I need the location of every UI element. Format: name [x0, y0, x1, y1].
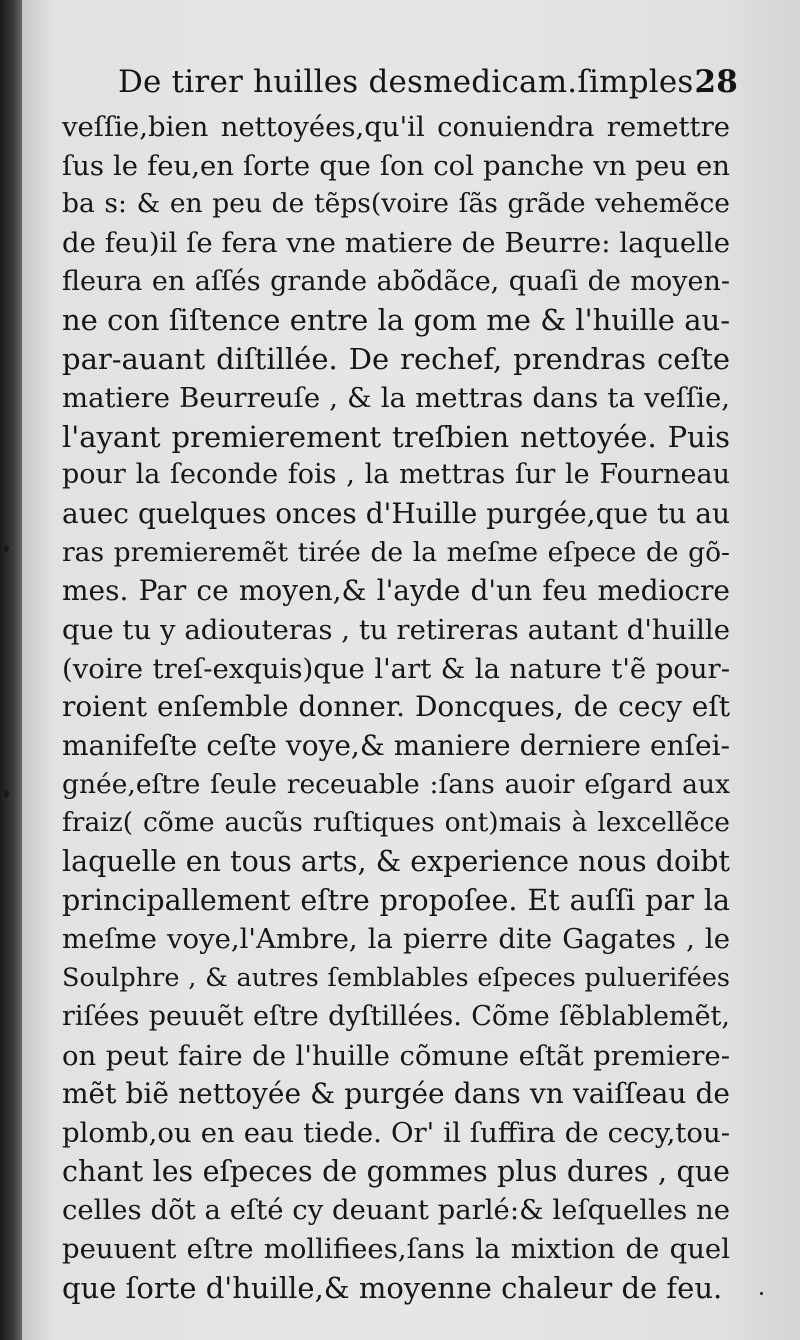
- text-line: veſſie,bien nettoyées,qu'il conuiendra remettre: [62, 111, 730, 143]
- text-line: mẽt biẽ nettoyée & purgée dans vn vaiſſeau de: [62, 1077, 730, 1111]
- text-line: que ſorte d'huille,& moyenne chaleur de feu.: [62, 1270, 723, 1305]
- text-line: ſus le feu,en ſorte que ſon col panche vn peu en: [62, 149, 730, 182]
- text-line: principallement eſtre propoſee. Et auſſi par la: [62, 883, 730, 917]
- text-line: plomb,ou en eau tiede. Or' il ſuffira de cecy,tou-: [62, 1116, 730, 1149]
- text-line: ba s: & en peu de tẽps(voire ſãs grãde vehemẽce: [62, 188, 730, 220]
- text-line: riſées peuuẽt eſtre dyſtillées. Cõme ſẽblablemẽt,: [62, 1000, 730, 1032]
- page-number: 28: [694, 64, 738, 100]
- text-line: pour la ſeconde fois , la mettras ſur le Fourneau: [62, 459, 730, 491]
- text-line: peuuent eſtre mollifiees,ſans la mixtion de quel: [62, 1232, 730, 1265]
- text-line: on peut faire de l'huille cõmune eſtãt premiere-: [62, 1039, 730, 1072]
- running-title: De tirer huilles desmedicam.ſimples.: [118, 64, 704, 100]
- text-line: meſme voye,l'Ambre, la pierre dite Gagates , le: [62, 923, 730, 956]
- text-line: laquelle en tous arts, & experience nous doibt: [62, 845, 730, 879]
- text-line: que tu y adiouteras , tu retireras autant d'huille: [62, 613, 730, 646]
- text-line: ras premieremẽt tirée de la meſme eſpece de gõ-: [62, 536, 730, 568]
- text-line: manifeſte ceſte voye,& maniere derniere enſei-: [62, 729, 730, 762]
- text-line: fraiz( cõme aucũs ruſtiques ont)mais à lexcellẽce: [62, 807, 730, 839]
- binding-shadow: [0, 0, 22, 1340]
- text-line: l'ayant premierement treſbien nettoyée. Puis: [62, 419, 730, 454]
- text-line: gnée,eſtre ſeule receuable :ſans auoir eſgard aux: [62, 768, 730, 800]
- text-line: de feu)il ſe fera vne matiere de Beurre: laquelle: [62, 227, 730, 260]
- text-line: celles dõt a eſté cy deuant parlé:& leſquelles ne: [62, 1194, 730, 1227]
- text-line: matiere Beurreuſe , & la mettras dans ta veſſie,: [62, 381, 730, 414]
- text-line: mes. Par ce moyen,& l'ayde d'un feu mediocre: [62, 574, 730, 608]
- text-line: par-auant diſtillée. De rechef, prendras ceſte: [62, 342, 730, 377]
- text-line: chant les eſpeces de gommes plus dures , que: [62, 1154, 730, 1188]
- body-text: [62, 108, 730, 1307]
- text-line: roient enſemble donner. Doncques, de cecy eſt: [62, 690, 730, 724]
- text-line: auec quelques onces d'Huille purgée,que tu au: [62, 496, 730, 530]
- text-line: ne con ſiſtence entre la gom me & l'huille au-: [62, 303, 730, 338]
- running-header: [118, 64, 738, 104]
- text-line: fleura en aſſés grande abõdãce, quaſi de moyen-: [62, 265, 730, 297]
- text-line: Soulphre , & autres ſemblables eſpeces puluerifées: [62, 963, 730, 994]
- text-line: (voire treſ-exquis)que l'art & la nature t'ẽ pour-: [62, 652, 730, 685]
